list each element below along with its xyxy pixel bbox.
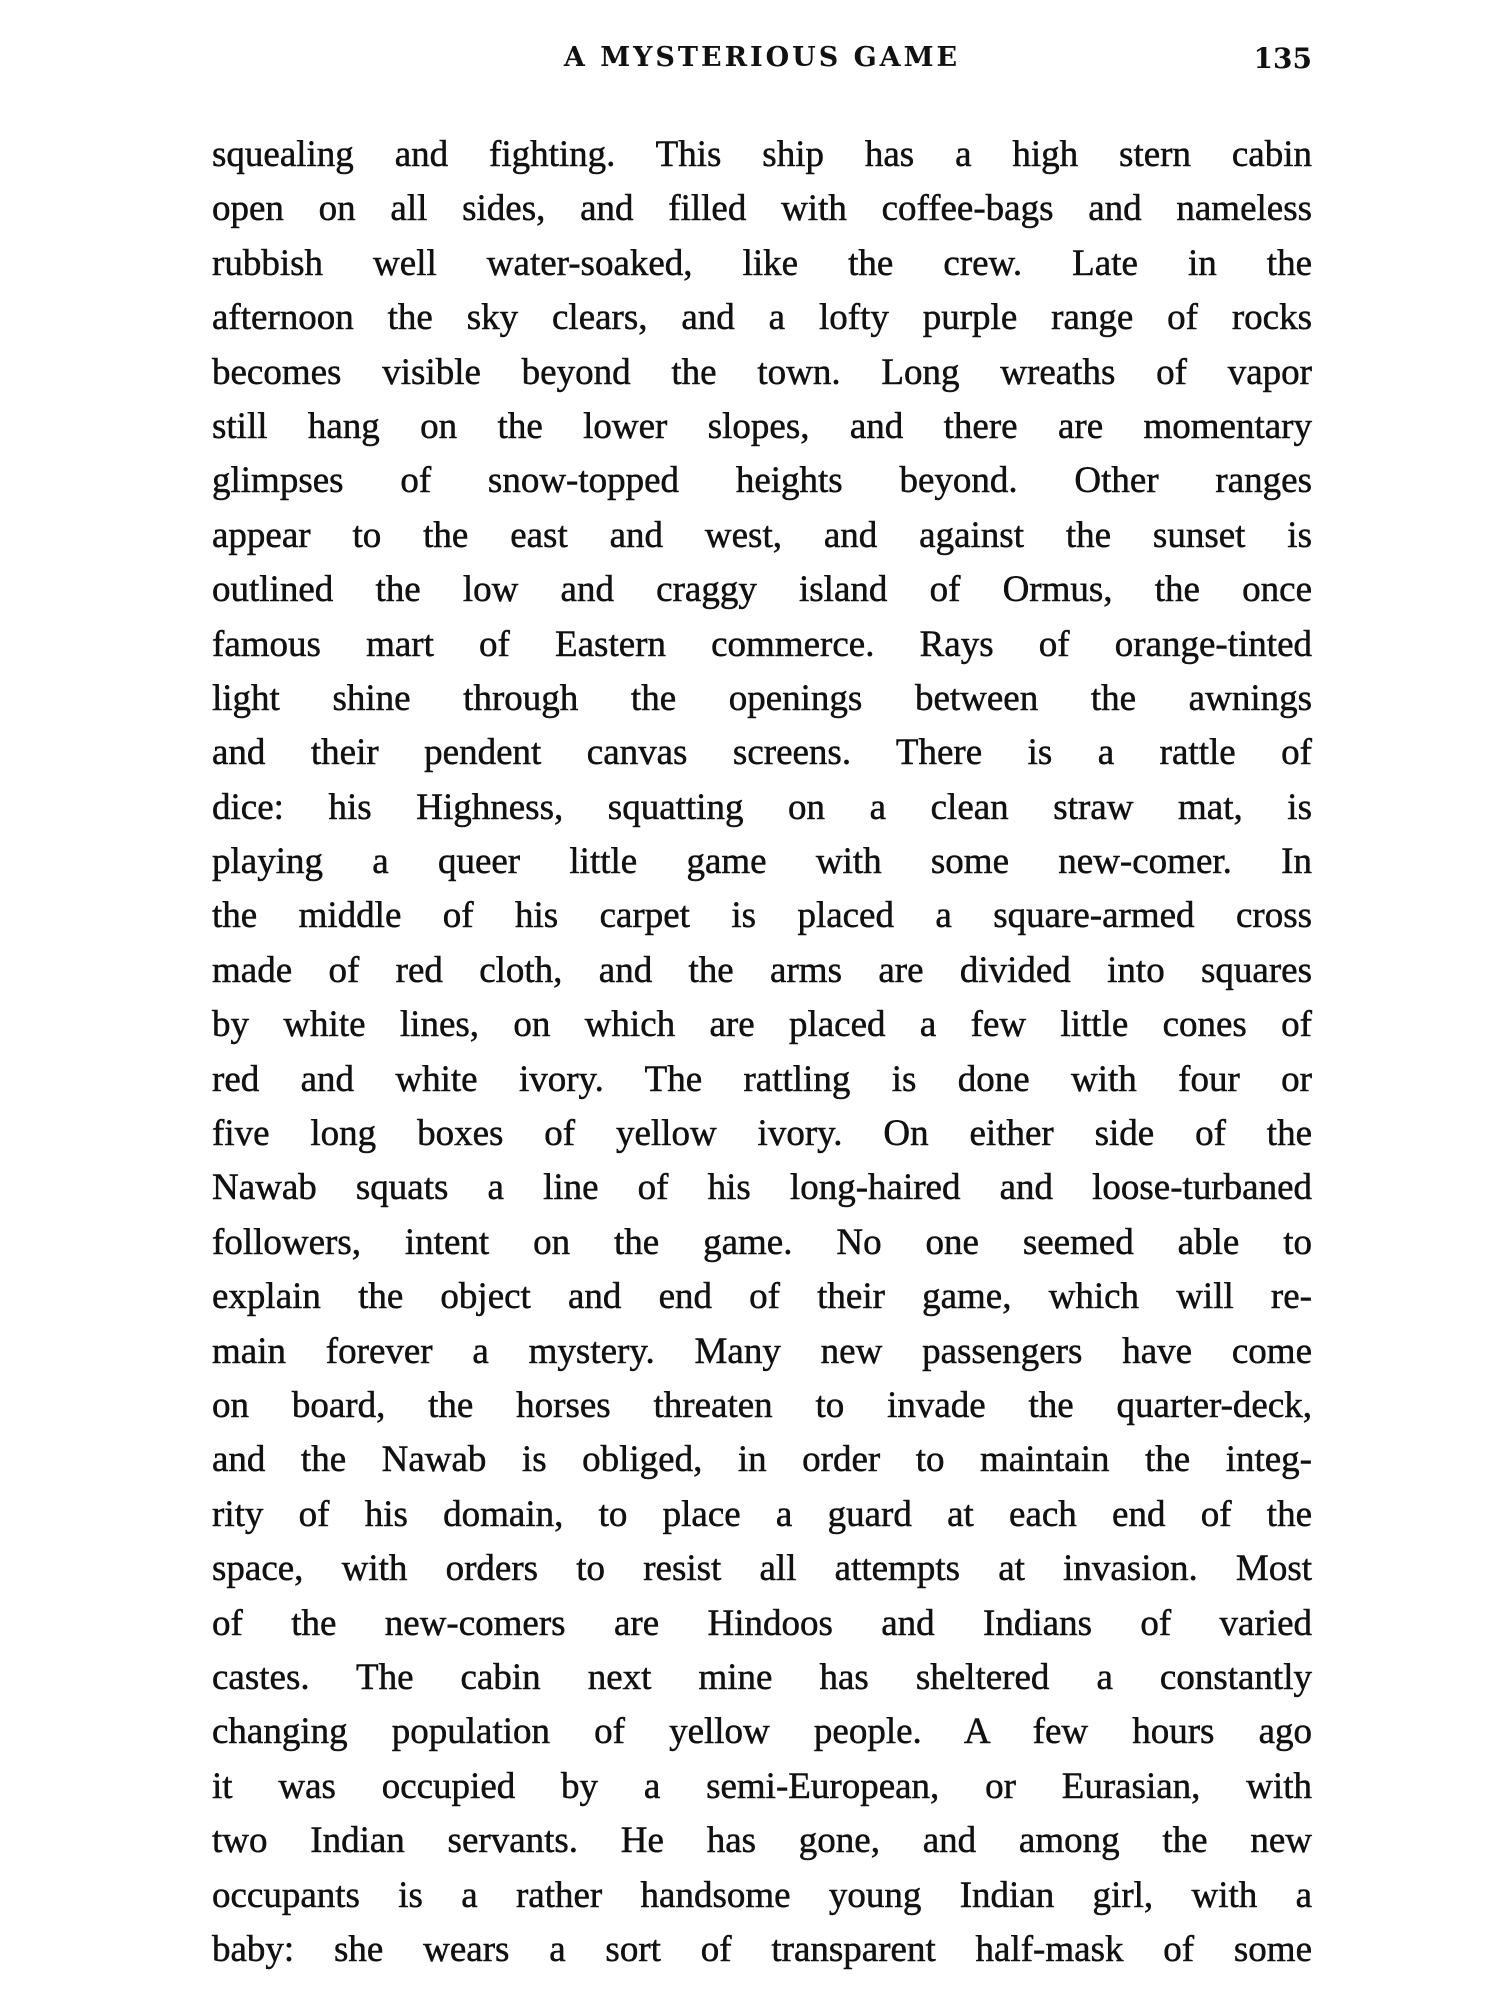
text-line: space, with orders to resist all attempts at invasion. Most [212,1548,1312,1590]
text-line: appear to the east and west, and against the sunset is [212,514,1312,556]
text-line: and their pendent canvas screens. There is a rattle of [212,732,1312,774]
text-line: it was occupied by a semi-European, or Eurasian, with [212,1765,1312,1807]
text-line: changing population of yellow people. A few hours ago [212,1711,1312,1753]
text-line: outlined the low and craggy island of Ormus, the once [212,569,1312,611]
text-line: explain the object and end of their game, which will re- [212,1276,1312,1318]
text-line: rubbish well water-soaked, like the crew. Late in the [212,242,1312,284]
text-line: glimpses of snow-topped heights beyond. Other ranges [212,460,1312,502]
text-line: Nawab squats a line of his long-haired and loose-turbaned [212,1167,1312,1209]
text-line: made of red cloth, and the arms are divided into squares [212,949,1312,991]
text-line: playing a queer little game with some new-comer. In [212,841,1312,883]
text-line: the middle of his carpet is placed a square-armed cross [212,895,1312,937]
running-title: A MYSTERIOUS GAME [563,42,961,73]
text-line: castes. The cabin next mine has sheltered a constantly [212,1656,1312,1698]
text-line: five long boxes of yellow ivory. On either side of the [212,1113,1312,1155]
text-line: open on all sides, and filled with coffee-bags and nameless [212,188,1312,230]
text-line: light shine through the openings between the awnings [212,677,1312,719]
text-line: red and white ivory. The rattling is done with four or [212,1058,1312,1100]
text-line: rity of his domain, to place a guard at each end of the [212,1493,1312,1535]
text-line: dice: his Highness, squatting on a clean straw mat, is [212,786,1312,828]
page-header [212,42,1312,82]
text-line: of the new-comers are Hindoos and Indians of varied [212,1602,1312,1644]
text-line: afternoon the sky clears, and a lofty purple range of rocks [212,297,1312,339]
text-line: still hang on the lower slopes, and there are momentary [212,405,1312,447]
text-line: two Indian servants. He has gone, and among the new [212,1820,1312,1862]
text-line: squealing and fighting. This ship has a high stern cabin [212,134,1312,175]
text-line: main forever a mystery. Many new passengers have come [212,1330,1312,1372]
text-line: followers, intent on the game. No one seemed able to [212,1221,1312,1263]
text-line: on board, the horses threaten to invade the quarter-deck, [212,1384,1312,1426]
text-line: and the Nawab is obliged, in order to maintain the integ- [212,1439,1312,1481]
text-line: by white lines, on which are placed a few little cones of [212,1004,1312,1046]
text-line: becomes visible beyond the town. Long wreaths of vapor [212,351,1312,393]
text-line: baby: she wears a sort of transparent half-mask of some [212,1928,1312,1970]
text-line: occupants is a rather handsome young Indian girl, with a [212,1874,1312,1916]
text-line: famous mart of Eastern commerce. Rays of orange-tinted [212,623,1312,665]
page-number: 135 [1253,42,1312,75]
body-text [212,128,1312,1977]
